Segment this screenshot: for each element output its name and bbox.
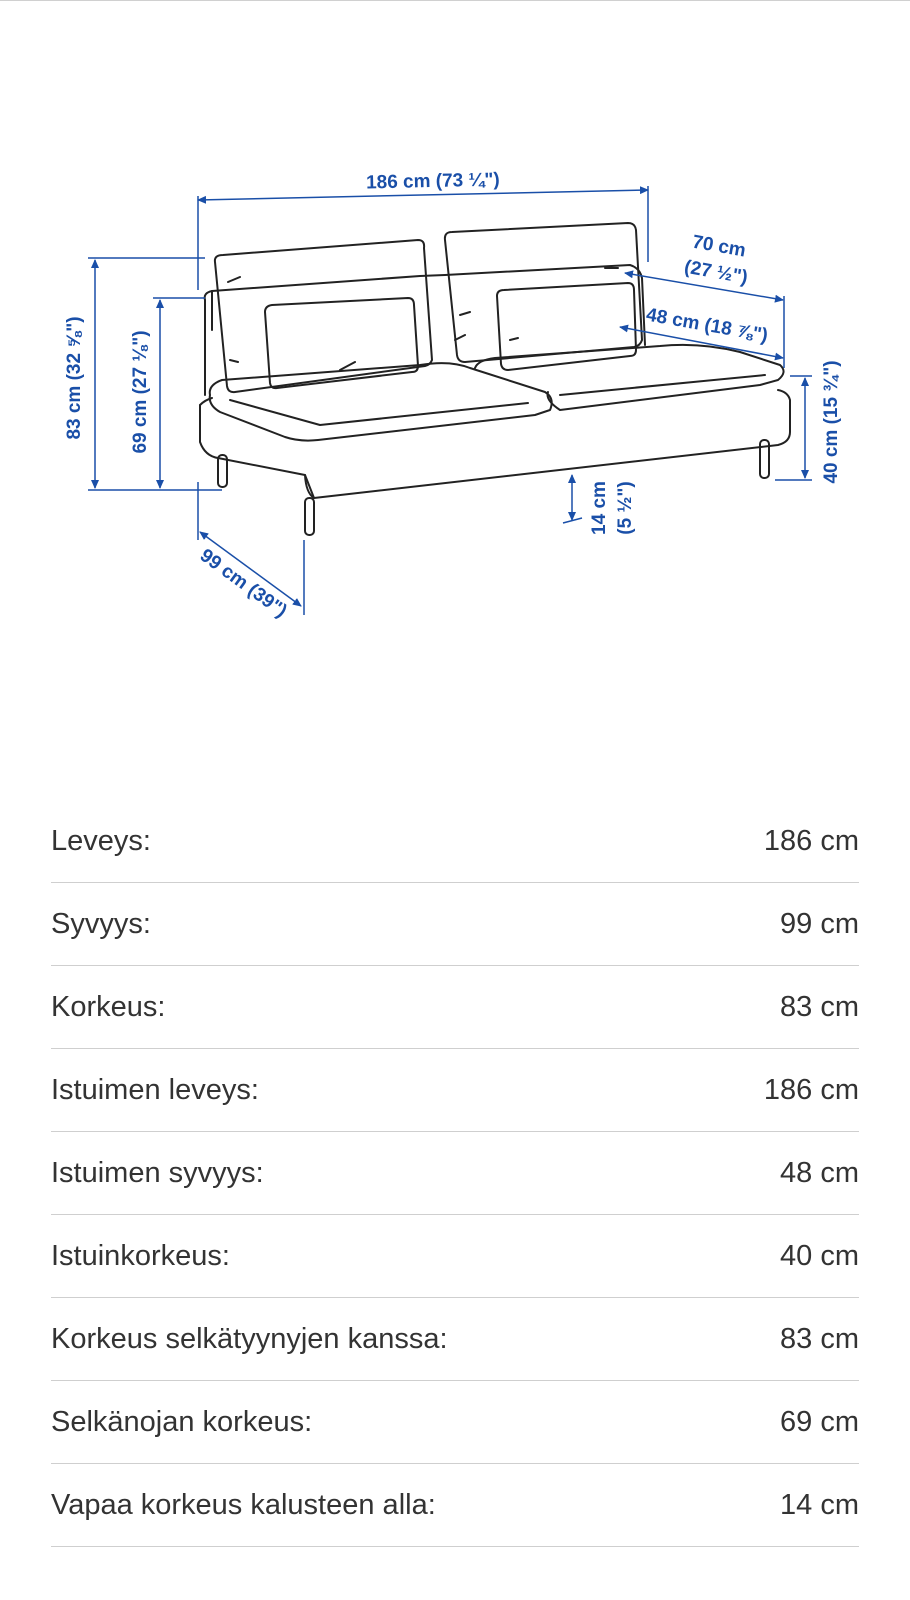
back-height-dimension-label: 69 cm (27 ⅛"): [130, 330, 151, 454]
dimension-label: Syvyys:: [51, 907, 151, 940]
dimension-label: Istuinkorkeus:: [51, 1239, 230, 1272]
dimension-row-seat-depth: [51, 1132, 859, 1215]
dimension-row-seat-height: [51, 1215, 859, 1298]
dimension-label: Korkeus selkätyynyjen kanssa:: [51, 1322, 448, 1355]
depth-dimension-label: 99 cm (39"): [195, 545, 291, 623]
dimension-value: 186 cm: [763, 824, 859, 857]
dimension-label: Leveys:: [51, 824, 151, 857]
seat-height-dimension-label: 40 cm (15 ¾"): [821, 360, 842, 484]
dimension-value: 186 cm: [763, 1073, 859, 1106]
dimension-value: 48 cm: [780, 1156, 859, 1189]
clearance-dimension-label-inches: (5 ½"): [615, 481, 636, 535]
dimension-row-depth: [51, 883, 859, 966]
dimension-label: Vapaa korkeus kalusteen alla:: [51, 1488, 436, 1521]
dimension-value: 83 cm: [780, 1322, 859, 1355]
back-depth-dimension-label-inches: (27 ½"): [682, 256, 750, 289]
dimension-value: 69 cm: [780, 1405, 859, 1438]
back-depth-dimension-label: 70 cm: [690, 231, 748, 262]
dimension-row-width: [51, 800, 859, 883]
dimension-label: Istuimen leveys:: [51, 1073, 259, 1106]
dimension-row-backrest-height: [51, 1381, 859, 1464]
dimension-row-free-height-under: [51, 1464, 859, 1547]
dimension-value: 99 cm: [780, 907, 859, 940]
total-height-dimension-label: 83 cm (32 ⅝"): [64, 316, 85, 440]
dimension-label: Selkänojan korkeus:: [51, 1405, 313, 1438]
dimension-row-height: [51, 966, 859, 1049]
clearance-dimension-label: 14 cm: [589, 481, 610, 535]
dimensions-list: [51, 800, 859, 1547]
dimension-row-height-with-back-cushions: [51, 1298, 859, 1381]
dimension-label: Istuimen syvyys:: [51, 1156, 264, 1189]
dimension-row-seat-width: [51, 1049, 859, 1132]
dimension-value: 14 cm: [780, 1488, 859, 1521]
width-dimension-label: 186 cm (73 ¼"): [365, 169, 500, 194]
sofa-dimension-diagram: [0, 0, 910, 700]
seat-depth-dimension-label: 48 cm (18 ⅞"): [644, 304, 770, 347]
dimension-value: 40 cm: [780, 1239, 859, 1272]
dimension-label: Korkeus:: [51, 990, 166, 1023]
dimension-value: 83 cm: [780, 990, 859, 1023]
